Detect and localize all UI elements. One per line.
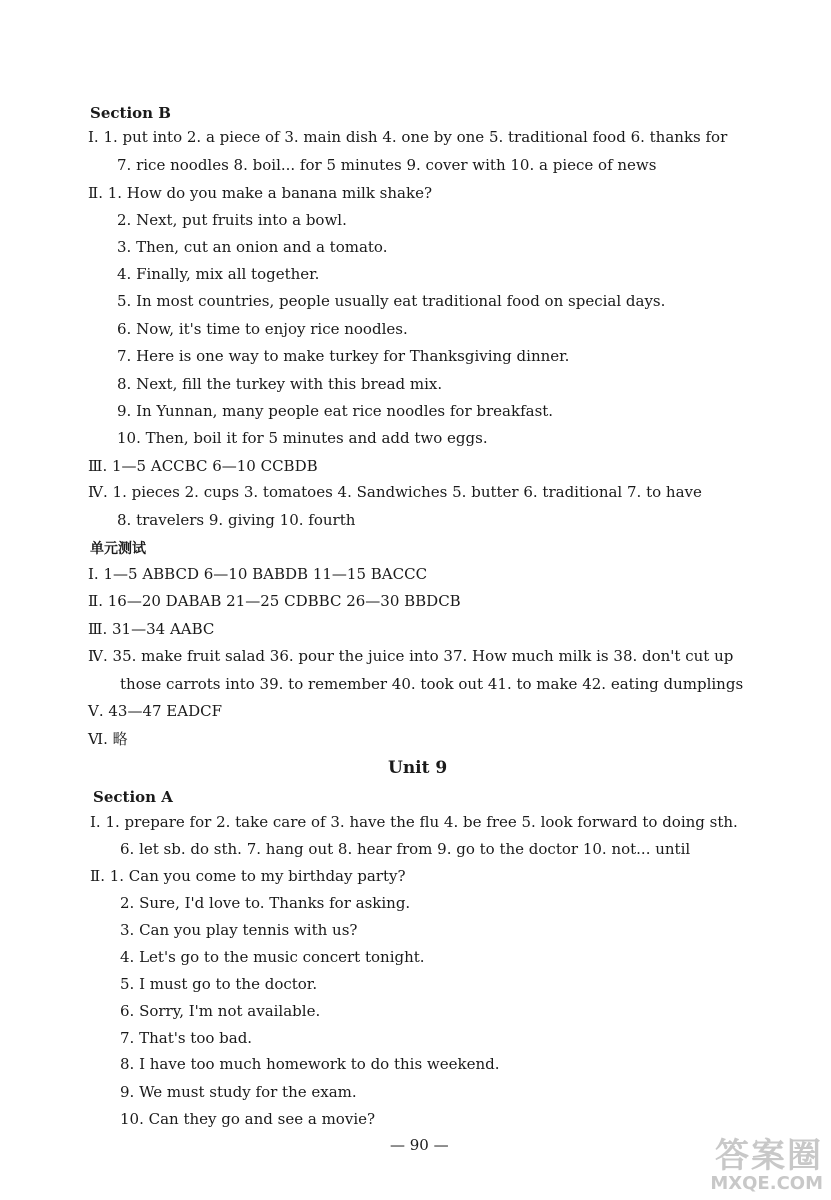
answer-line: 5. I must go to the doctor. [120,975,318,993]
answer-line: Ⅲ. 1—5 ACCBC 6—10 CCBDB [88,457,318,475]
answer-line: 10. Can they go and see a movie? [120,1110,376,1128]
answer-line: 8. Next, fill the turkey with this bread mix. [117,375,443,393]
answer-line: 6. let sb. do sth. 7. hang out 8. hear from 9. go to the doctor 10. not... until [120,840,691,858]
answer-line: 7. Here is one way to make turkey for Thanksgiving dinner. [117,347,570,365]
answer-line: 6. Sorry, I'm not available. [120,1002,321,1020]
answer-line: Ⅳ. 1. pieces 2. cups 3. tomatoes 4. Sandwiches 5. butter 6. traditional 7. to have [88,483,702,501]
answer-line: Ⅱ. 16—20 DABAB 21—25 CDBBC 26—30 BBDCB [88,592,461,610]
unit-title: Unit 9 [388,758,448,778]
answer-line: Ⅰ. 1. prepare for 2. take care of 3. have the flu 4. be free 5. look forward to doing sth. [90,813,738,831]
answer-line: Ⅵ. 略 [88,730,128,748]
answer-line: 8. travelers 9. giving 10. fourth [117,511,356,529]
answer-line: 9. We must study for the exam. [120,1083,357,1101]
page-number: — 90 — [390,1136,449,1154]
answer-line: 8. I have too much homework to do this weekend. [120,1055,500,1073]
answer-line: Ⅰ. 1. put into 2. a piece of 3. main dish 4. one by one 5. traditional food 6. thanks for [88,128,728,146]
answer-line: 3. Then, cut an onion and a tomato. [117,238,388,256]
section-a-heading: Section A [93,788,173,806]
answer-line: 7. That's too bad. [120,1029,253,1047]
answer-line: 9. In Yunnan, many people eat rice noodles for breakfast. [117,402,554,420]
answer-line: 6. Now, it's time to enjoy rice noodles. [117,320,408,338]
answer-line: 10. Then, boil it for 5 minutes and add two eggs. [117,429,488,447]
answer-line: Ⅱ. 1. How do you make a banana milk shake? [88,184,432,202]
answer-line: 5. In most countries, people usually eat traditional food on special days. [117,292,666,310]
answer-line: 2. Sure, I'd love to. Thanks for asking. [120,894,411,912]
answer-line: Ⅴ. 43—47 EADCF [88,702,223,720]
watermark-logo [710,1138,823,1194]
answer-line: 4. Let's go to the music concert tonight. [120,948,425,966]
answer-line: Ⅲ. 31—34 AABC [88,620,215,638]
answer-line: Ⅱ. 1. Can you come to my birthday party? [90,867,406,885]
watermark-bottom: MXQE.COM [710,1173,823,1194]
answer-line: Ⅳ. 35. make fruit salad 36. pour the juice into 37. How much milk is 38. don't cut up [88,647,734,665]
answer-line: 3. Can you play tennis with us? [120,921,358,939]
section-b-heading: Section B [90,104,171,122]
unit-test-heading: 单元测试 [90,541,146,557]
answer-line: 4. Finally, mix all together. [117,265,320,283]
answer-line: 7. rice noodles 8. boil... for 5 minutes 9. cover with 10. a piece of news [117,156,657,174]
answer-line: 2. Next, put fruits into a bowl. [117,211,347,229]
watermark-top: 答案圈 [715,1136,823,1176]
answer-line: those carrots into 39. to remember 40. took out 41. to make 42. eating dumplings [120,675,744,693]
answer-line: Ⅰ. 1—5 ABBCD 6—10 BABDB 11—15 BACCC [88,565,428,583]
